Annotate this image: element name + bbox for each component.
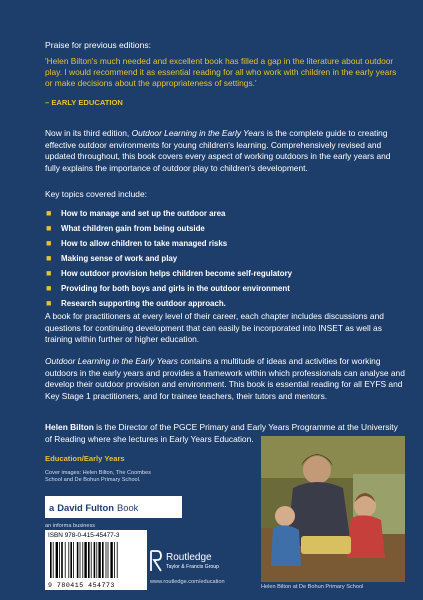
bullet-icon: ■: [46, 208, 52, 218]
bullet-icon: ■: [46, 298, 52, 308]
barcode-bar: [56, 542, 58, 578]
intro-pre: Now in its third edition,: [45, 128, 132, 138]
barcode-bar: [108, 542, 109, 578]
isbn-barcode: [45, 530, 147, 590]
barcode-bar: [98, 542, 100, 578]
topic-text: How outdoor provision helps children become self-regulatory: [61, 269, 293, 278]
routledge-r-icon: [150, 550, 162, 572]
barcode-bar: [91, 542, 92, 578]
barcode-bar: [53, 542, 54, 578]
routledge-name: Routledge: [166, 552, 212, 563]
barcode-bar: [70, 542, 72, 578]
review-source: – EARLY EDUCATION: [45, 98, 123, 107]
barcode-bar: [59, 542, 60, 578]
barcode-bar: [117, 542, 118, 578]
isbn-digits: 9 780415 454773: [48, 582, 115, 589]
barcode-bar: [82, 542, 83, 578]
bullet-icon: ■: [46, 238, 52, 248]
list-item: [45, 281, 405, 296]
badge-book: Book: [117, 501, 139, 513]
barcode-bar: [65, 542, 66, 578]
routledge-logo: [150, 550, 260, 576]
barcode-bar: [80, 542, 81, 578]
barcode-bar: [77, 542, 79, 578]
badge-article: a: [49, 501, 55, 513]
author-name: Helen Bilton: [45, 422, 94, 432]
topic-text: Providing for both boys and girls in the outdoor environment: [61, 284, 290, 293]
bullet-icon: ■: [46, 223, 52, 233]
practitioners-paragraph: A book for practitioners at every level of their career, each chapter includes discussions and questions for continuing development that can easily be incorporated into INSET as well as training within further or higher education.: [45, 311, 384, 345]
publisher-badge: [45, 496, 182, 518]
author-bio-text: is the Director of the PGCE Primary and Early Years Programme at the University of Reading where she lectures in Early Years Education.: [45, 422, 398, 444]
author-photo: [261, 436, 405, 582]
review-quote: 'Helen Bilton's much needed and excellent book has filled a gap in the literature about outdoor play. I would recommend it as essential reading for all who work with children in the early years or make decisions about the appropriateness of settings.': [45, 56, 397, 88]
barcode-bar: [88, 542, 90, 578]
barcode-bar: [110, 542, 112, 578]
intro-book-title: Outdoor Learning in the Early Years: [131, 128, 265, 138]
barcode-bar: [68, 542, 69, 578]
barcode-bar: [96, 542, 97, 578]
barcode-icon: [48, 542, 144, 578]
barcode-bar: [73, 542, 74, 578]
publisher-url: www.routledge.com/education: [150, 579, 225, 585]
bullet-icon: ■: [46, 253, 52, 263]
barcode-bar: [94, 542, 96, 578]
intro-paragraph: [45, 128, 405, 174]
barcode-bar: [114, 542, 115, 578]
list-item: [45, 296, 405, 311]
topic-text: How to manage and set up the outdoor area: [61, 209, 226, 218]
barcode-bar: [84, 542, 86, 578]
list-item: [45, 221, 405, 236]
topic-text: Making sense of work and play: [61, 254, 178, 263]
para3-book-title: Outdoor Learning in the Early Years: [45, 356, 178, 366]
praise-heading: Praise for previous editions:: [45, 40, 152, 50]
barcode-bar: [106, 542, 107, 578]
topic-text: How to allow children to take managed risks: [61, 239, 228, 248]
badge-publisher-name: David Fulton: [57, 501, 114, 513]
intro-post: is the complete guide to creating effective outdoor environments for young children's learning. Comprehensively revised and updated throughout, this book covers every aspect of working outdoors in the early years and fully explains the importance of outdoor play to children's development.: [45, 128, 391, 173]
bullet-icon: ■: [46, 283, 52, 293]
isbn-text: ISBN 978-0-415-45477-3: [48, 532, 120, 539]
barcode-bar: [50, 542, 52, 578]
barcode-bar: [61, 542, 63, 578]
bullet-icon: ■: [46, 268, 52, 278]
list-item: [45, 266, 405, 281]
key-topics-list: [45, 206, 405, 311]
topic-text: Research supporting the outdoor approach.: [61, 299, 226, 308]
contents-paragraph: [45, 356, 405, 402]
photo-caption: Helen Bilton at De Bohun Primary School: [261, 584, 364, 590]
routledge-group: Taylor & Francis Group: [166, 564, 220, 570]
category-label: Education/Early Years: [45, 454, 125, 463]
cover-credits: Cover images: Helen Bilton, The Coombes School and De Bohun Primary School.: [45, 470, 151, 484]
list-item: [45, 236, 405, 251]
para3-rest: contains a multitude of ideas and activities for working outdoors in the early years and provides a framework within which professionals can analyse and develop their outdoor provision and environment. This book is essential reading for all EYFS and Key Stage 1 practitioners, and for trainee teachers, their tutors and mentors.: [45, 356, 405, 401]
key-topics-heading: Key topics covered include:: [45, 189, 147, 199]
topic-text: What children gain from being outside: [61, 224, 205, 233]
list-item: [45, 251, 405, 266]
list-item: [45, 206, 405, 221]
barcode-bar: [102, 542, 104, 578]
informa-tagline: an informa business: [45, 523, 96, 529]
